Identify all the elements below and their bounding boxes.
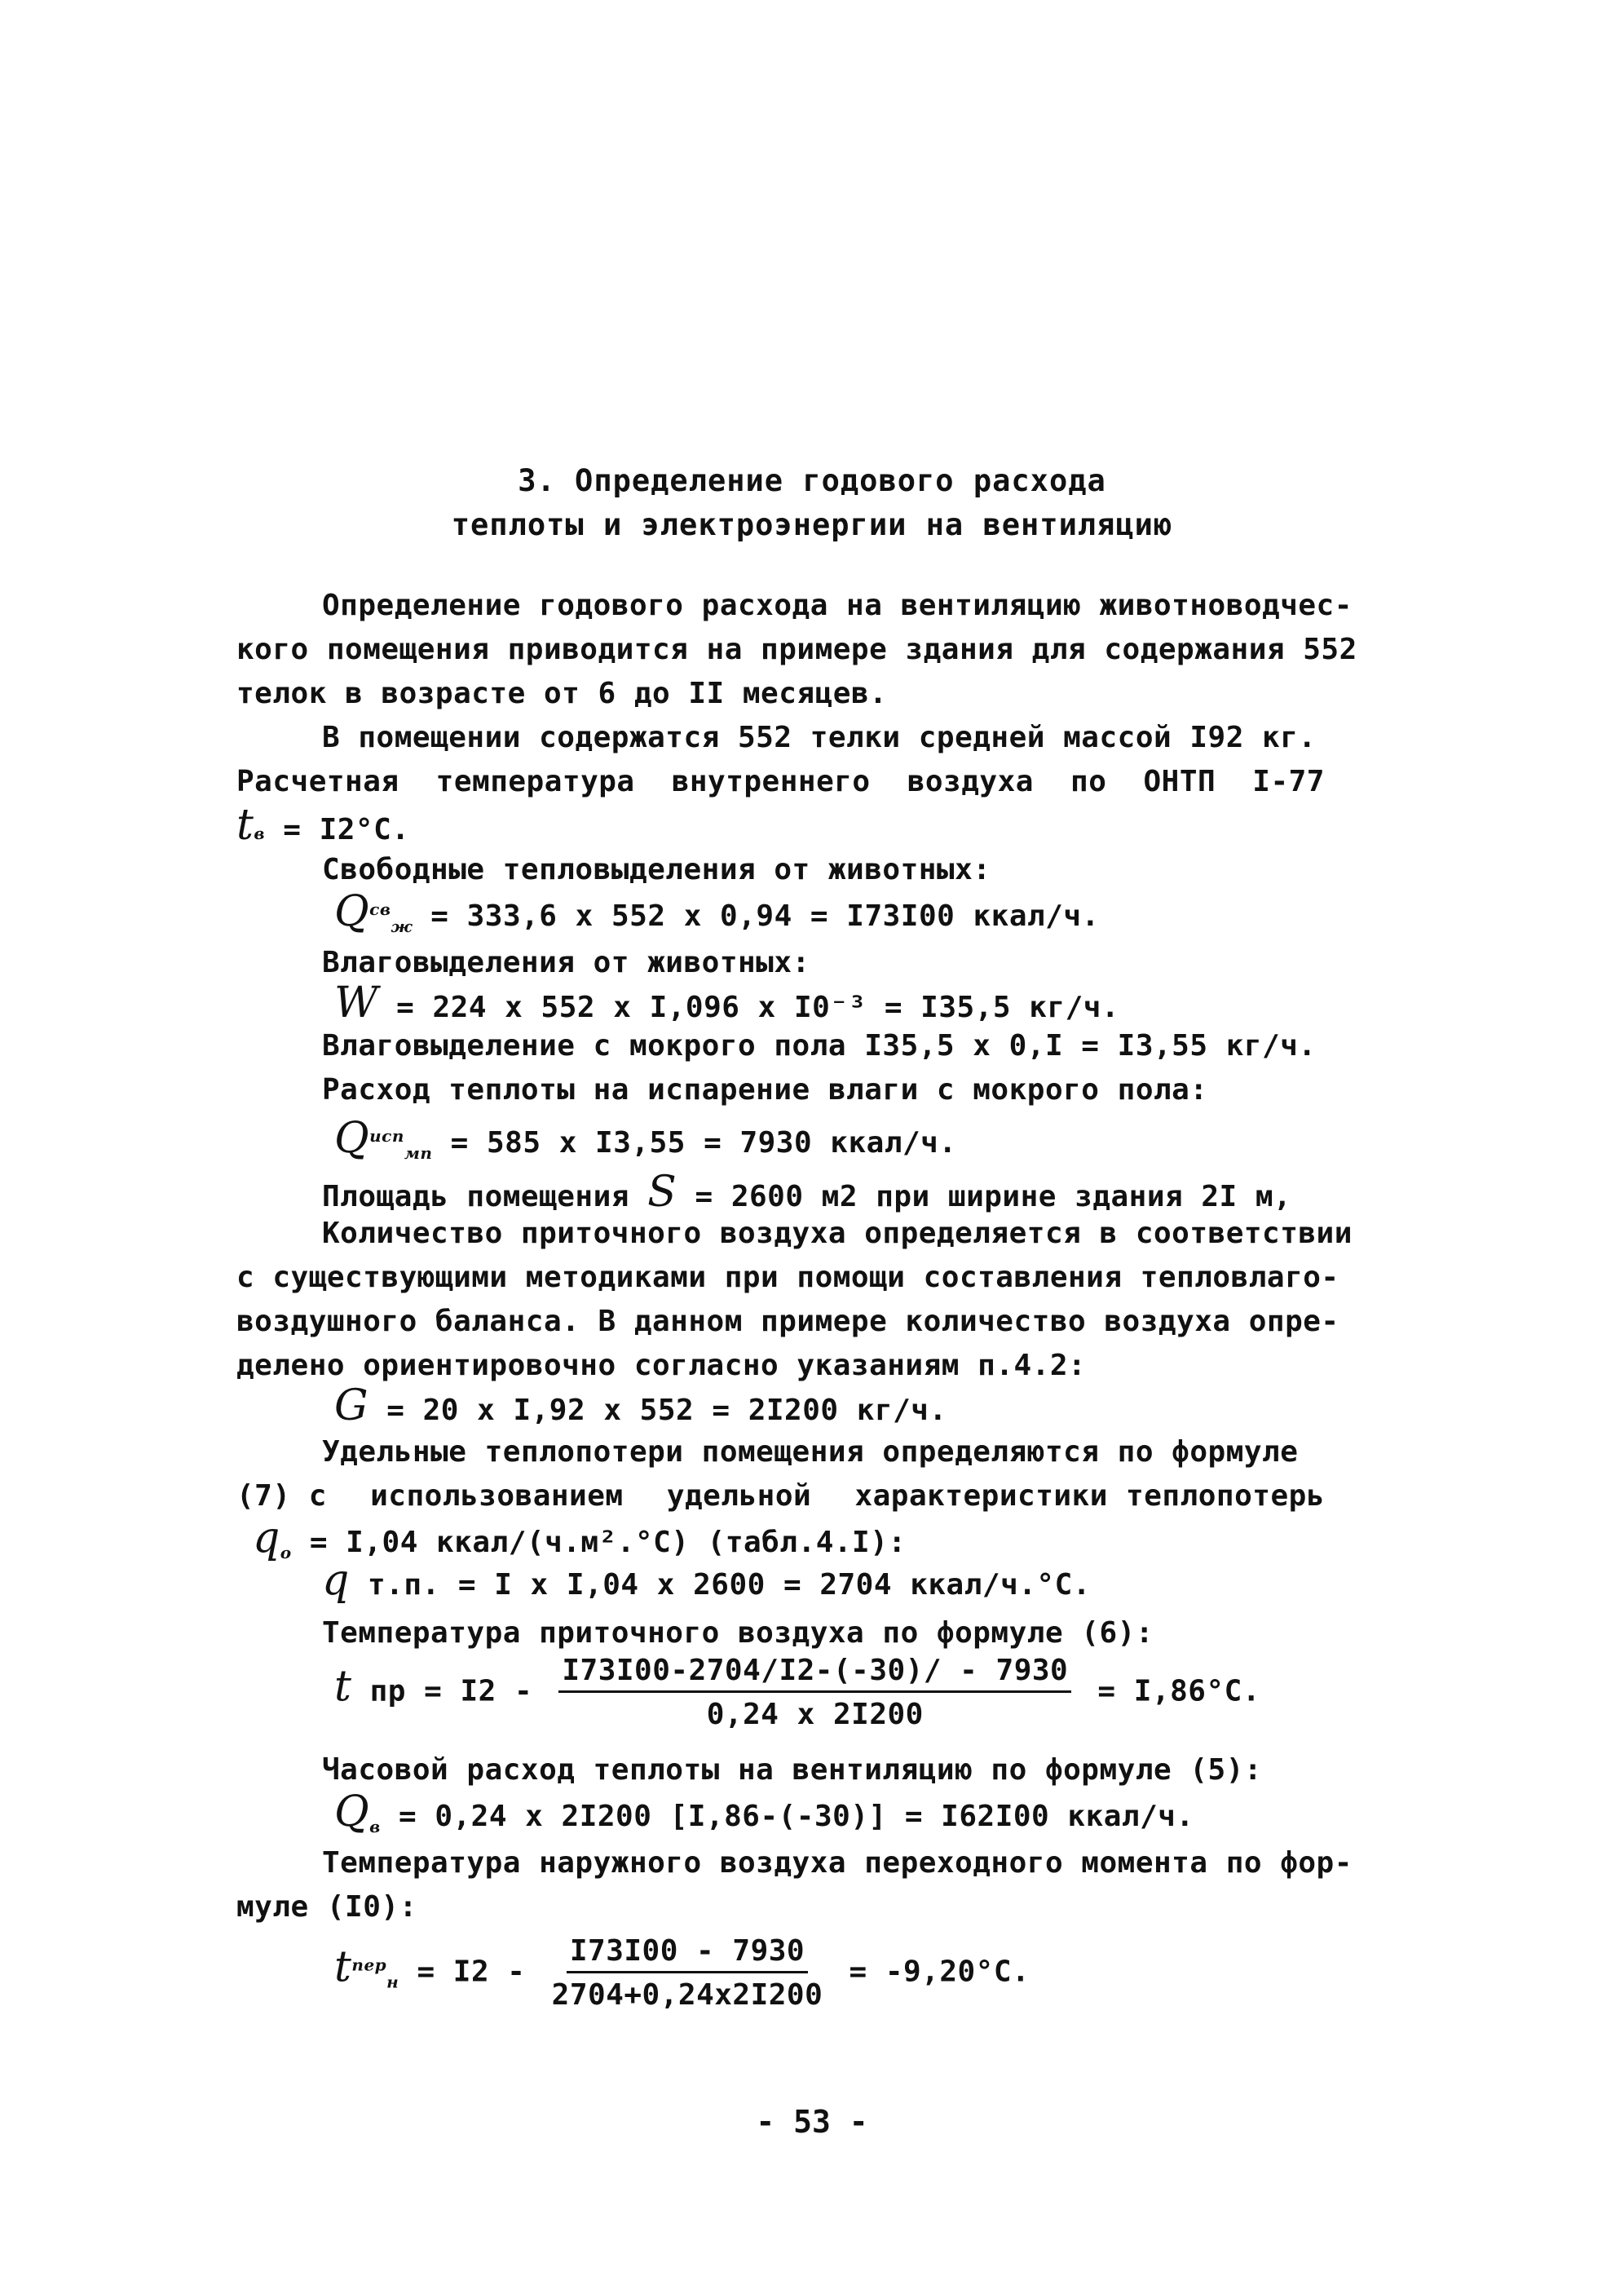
symbol-superscript: пер xyxy=(351,1955,387,1975)
formula-heat xyxy=(334,887,1100,936)
air-paragraph-line-4: делено ориентировочно согласно указаниям п.4.2: xyxy=(236,1349,1087,1382)
word: ОНТП xyxy=(1143,765,1216,798)
supply-temp-label: Температура приточного воздуха по формуле (6): xyxy=(322,1616,1154,1650)
formula-outer-temp-result: = -9,20°С. xyxy=(849,1955,1030,1989)
formula-tv xyxy=(236,801,409,850)
word: характеристики теплопотерь xyxy=(854,1479,1325,1513)
word: по xyxy=(1070,765,1107,798)
word: удельной xyxy=(666,1479,812,1513)
formula-qtp xyxy=(322,1556,1091,1605)
formula-supply-temp xyxy=(334,1654,1260,1731)
formula-air-flow xyxy=(334,1381,947,1430)
hourly-label: Часовой расход теплоты на вентиляцию по формуле (5): xyxy=(322,1753,1263,1787)
symbol-subscript: о xyxy=(280,1543,292,1563)
air-paragraph-line-1: Количество приточного воздуха определяется в соответствии xyxy=(322,1217,1353,1250)
fraction-denominator: 0,24 x 2I200 xyxy=(706,1698,924,1731)
paragraph-2-line-2 xyxy=(236,765,1325,798)
moisture-label: Влаговыделения от животных: xyxy=(322,946,810,979)
formula-supply-temp-prefix: пр = I2 - xyxy=(369,1674,533,1708)
air-paragraph-line-3: воздушного баланса. В данном примере количество воздуха опре- xyxy=(236,1305,1339,1338)
formula-tv-expr: = I2°С. xyxy=(283,813,410,846)
formula-heat-expr: = 333,6 x 552 x 0,94 = I73I00 ккал/ч. xyxy=(430,899,1100,933)
symbol-Q: Q xyxy=(334,1114,370,1163)
symbol-subscript: в xyxy=(254,824,266,843)
word: Расчетная xyxy=(236,765,399,798)
floor-moisture-line: Влаговыделение с мокрого пола I35,5 x 0,I = I3,55 кг/ч. xyxy=(322,1029,1317,1063)
air-paragraph-line-2: с существующими методиками при помощи составления тепловлаго- xyxy=(236,1261,1339,1294)
formula-hourly-expr: = 0,24 x 2I200 [I,86-(-30)] = I62I00 ккал/ч. xyxy=(398,1800,1194,1833)
formula-qtp-expr: т.п. = I x I,04 x 2600 = 2704 ккал/ч.°С. xyxy=(367,1568,1091,1602)
paragraph-2-line-1: В помещении содержатся 552 телки средней массой I92 кг. xyxy=(322,721,1317,754)
outer-temp-line-1: Температура наружного воздуха переходного момента по фор- xyxy=(322,1846,1353,1880)
formula-evaporation xyxy=(334,1114,957,1163)
paragraph-1-line-3: телок в возрасте от 6 до II месяцев. xyxy=(236,677,888,710)
symbol-subscript: н xyxy=(386,1972,399,1992)
fraction-numerator: I73I00-2704/I2-(-30)/ - 7930 xyxy=(558,1654,1071,1693)
formula-hourly xyxy=(334,1787,1194,1836)
word: воздуха xyxy=(907,765,1034,798)
symbol-q: q xyxy=(322,1556,350,1605)
symbol-superscript: исп xyxy=(369,1126,404,1146)
section-heading-line1: 3. Определение годового расхода xyxy=(518,463,1106,498)
symbol-S: S xyxy=(647,1168,677,1217)
formula-moisture-expr: = 224 x 552 x I,096 x I0⁻³ = I35,5 кг/ч. xyxy=(396,991,1120,1024)
symbol-t: t xyxy=(334,1662,352,1712)
section-heading-line2: теплоты и электроэнергии на вентиляцию xyxy=(451,507,1173,542)
heat-loss-line-2 xyxy=(236,1479,1325,1513)
symbol-W: W xyxy=(334,979,378,1027)
formula-moisture xyxy=(334,979,1119,1027)
word: внутреннего xyxy=(671,765,871,798)
area-suffix: = 2600 м2 при ширине здания 2I м, xyxy=(695,1180,1292,1213)
symbol-G: G xyxy=(334,1381,369,1430)
symbol-q: q xyxy=(253,1513,280,1562)
paragraph-1-line-2: кого помещения приводится на примере здания для содержания 552 xyxy=(236,633,1357,666)
heat-loss-line-1: Удельные теплопотери помещения определяются по формуле xyxy=(322,1435,1299,1469)
symbol-subscript: в xyxy=(369,1817,381,1837)
page-number: - 53 - xyxy=(756,2104,868,2140)
symbol-Q: Q xyxy=(334,1787,370,1836)
formula-evaporation-expr: = 585 x I3,55 = 7930 ккал/ч. xyxy=(450,1126,957,1160)
fraction-numerator: I73I00 - 7930 xyxy=(567,1934,808,1973)
word: температура xyxy=(435,765,635,798)
symbol-subscript: мп xyxy=(404,1143,433,1164)
area-prefix: Площадь помещения xyxy=(322,1180,629,1213)
heat-label: Свободные тепловыделения от животных: xyxy=(322,853,991,886)
symbol-t: t xyxy=(236,801,254,850)
formula-outer-temp-prefix: = I2 - xyxy=(417,1955,526,1989)
formula-outer-temp xyxy=(334,1934,1030,2012)
word: I-77 xyxy=(1252,765,1325,798)
symbol-superscript: св xyxy=(369,899,391,919)
word: (7) с xyxy=(236,1479,327,1513)
area-line xyxy=(322,1168,1291,1217)
word: использованием xyxy=(370,1479,624,1513)
formula-q0-expr: = I,04 ккал/(ч.м².°С) (табл.4.I): xyxy=(309,1526,907,1559)
paragraph-1-line-1: Определение годового расхода на вентиляцию животноводчес- xyxy=(322,589,1353,622)
fraction-denominator: 2704+0,24x2I200 xyxy=(551,1978,823,2012)
symbol-t: t xyxy=(334,1942,352,1992)
formula-supply-temp-result: = I,86°С. xyxy=(1097,1674,1260,1708)
symbol-subscript: ж xyxy=(391,917,413,937)
outer-temp-line-2: муле (I0): xyxy=(236,1890,417,1924)
fraction xyxy=(558,1654,1071,1731)
formula-air-flow-expr: = 20 x I,92 x 552 = 2I200 кг/ч. xyxy=(386,1394,947,1427)
fraction xyxy=(552,1934,823,2012)
symbol-Q: Q xyxy=(334,887,370,936)
evaporation-label: Расход теплоты на испарение влаги с мокрого пола: xyxy=(322,1073,1208,1107)
